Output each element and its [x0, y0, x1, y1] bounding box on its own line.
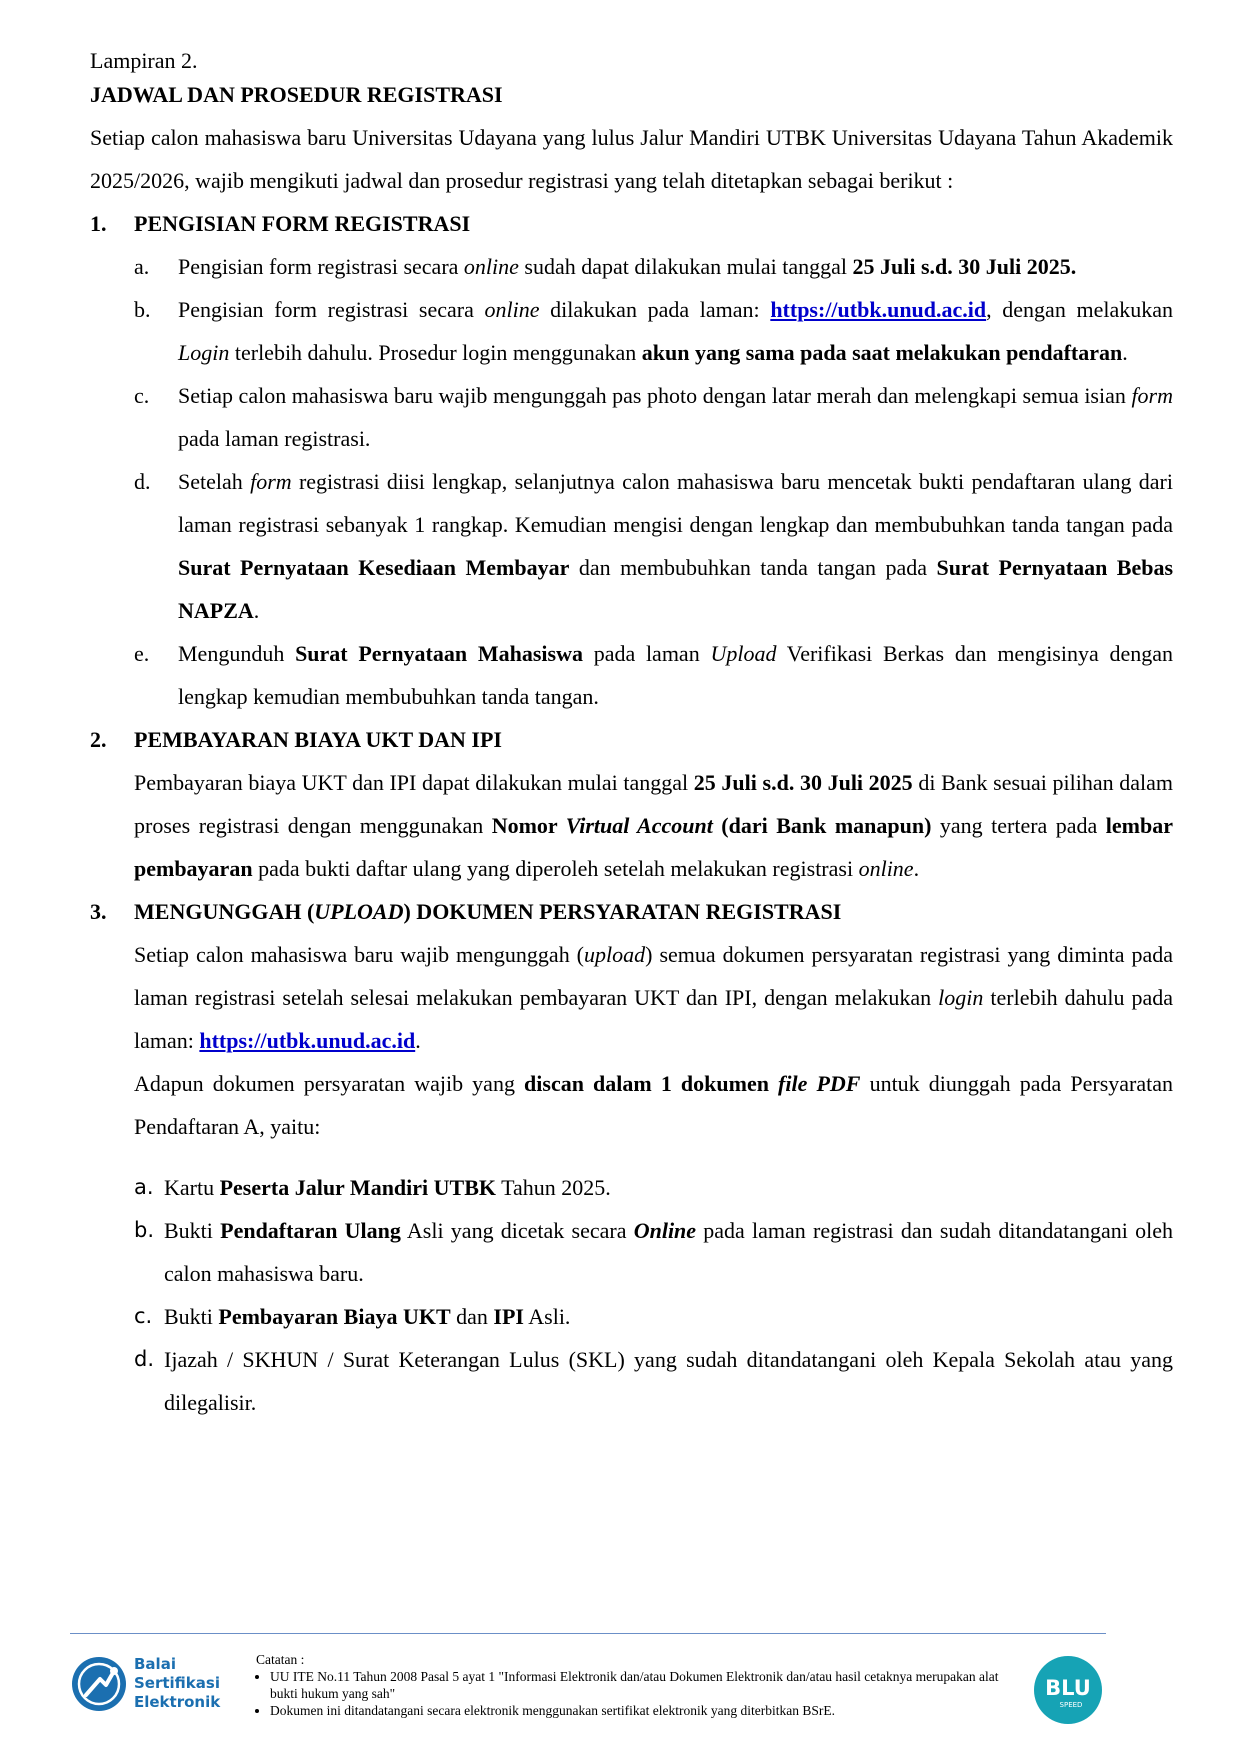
document-title: JADWAL DAN PROSEDUR REGISTRASI — [90, 82, 503, 107]
text-bold-italic: file PDF — [778, 1071, 861, 1096]
item-label: d. — [134, 1347, 155, 1371]
text: Asli yang dicetak secara — [400, 1218, 634, 1243]
text-italic: form — [250, 469, 292, 494]
text-italic: online — [484, 297, 540, 322]
text-italic: form — [1131, 383, 1173, 408]
utbk-link[interactable]: https://utbk.unud.ac.id — [199, 1028, 416, 1053]
text-bold: akun yang sama pada saat melakukan pendaftaran — [641, 340, 1123, 365]
document-item-d — [90, 1338, 1173, 1424]
text-bold-italic: Online — [633, 1218, 697, 1243]
text: di Bank sesuai pilihan dalam proses registrasi dengan menggunakan — [134, 770, 1174, 838]
text: registrasi diisi lengkap, selanjutnya calon mahasiswa baru mencetak bukti pendaftaran ulang dari laman registrasi sebanyak 1 rangkap. Kemudian mengisi dengan lengkap dan membubuhkan tanda tangan pada — [178, 469, 1173, 537]
text: terlebih dahulu pada laman: — [134, 985, 1173, 1053]
text: pada laman registrasi dan sudah ditandatangani oleh calon mahasiswa baru. — [164, 1218, 1173, 1286]
text: Pengisian form registrasi secara — [178, 297, 485, 322]
item-label: d. — [134, 469, 151, 494]
document-item-c — [90, 1295, 1173, 1338]
notes-list — [256, 1668, 1026, 1719]
text: . — [1122, 340, 1128, 365]
text: Ijazah / SKHUN / Surat Keterangan Lulus (SKL) yang sudah ditandatangani oleh Kepala Sekolah atau yang dilegalisir. — [164, 1347, 1173, 1415]
item-label: a. — [134, 254, 150, 279]
text: pada laman registrasi. — [178, 426, 371, 451]
note-item: • UU ITE No.11 Tahun 2008 Pasal 5 ayat 1 "Informasi Elektronik dan/atau Dokumen Elektronik dan/atau hasil cetaknya merupakan alat bukti hukum yang sah" — [270, 1668, 1026, 1702]
blu-badge-icon — [1033, 1655, 1103, 1725]
text-italic: Upload — [710, 641, 777, 666]
text: sudah dapat dilakukan mulai tanggal — [518, 254, 853, 279]
text: Adapun dokumen persyaratan wajib yang — [134, 1071, 525, 1096]
text: Setiap calon mahasiswa baru wajib mengunggah pas photo dengan latar merah dan melengkapi semua isian — [178, 383, 1132, 408]
section-number: 3. — [90, 899, 107, 924]
item-label: e. — [134, 641, 150, 666]
notes-heading: Catatan : — [256, 1652, 305, 1667]
text-bold: Surat Pernyataan Bebas NAPZA — [178, 555, 1174, 623]
text: Pengisian form registrasi secara — [178, 254, 464, 279]
item-1b — [90, 288, 1173, 374]
text: Mengunduh — [178, 641, 296, 666]
section-3-paragraph-2 — [134, 1062, 1173, 1148]
text-bold: Peserta Jalur Mandiri UTBK — [219, 1175, 497, 1200]
text-bold: (dari Bank manapun) — [712, 813, 932, 838]
section-3-paragraph-1 — [134, 933, 1173, 1062]
text: Setelah — [178, 469, 251, 494]
text: , dengan melakukan — [986, 297, 1173, 322]
text-italic: upload — [584, 942, 646, 967]
section-number: 1. — [90, 211, 107, 236]
text-bold: 25 Juli s.d. 30 Juli 2025. — [852, 254, 1077, 279]
intro-paragraph: Setiap calon mahasiswa baru Universitas Udayana yang lulus Jalur Mandiri UTBK Universitas Udayana Tahun Akademik 2025/2026, wajib mengikuti jadwal dan prosedur registrasi yang telah ditetapkan sebagai berikut : — [90, 125, 1173, 193]
text: Pembayaran biaya UKT dan IPI dapat dilakukan mulai tanggal — [134, 770, 694, 795]
item-1e — [90, 632, 1173, 718]
item-label: b. — [134, 1218, 155, 1242]
section-title: PENGISIAN FORM REGISTRASI — [134, 211, 471, 236]
item-1c — [90, 374, 1173, 460]
blu-logo — [1033, 1655, 1103, 1725]
text: Tahun 2025. — [496, 1175, 611, 1200]
item-label: b. — [134, 297, 151, 322]
text: dan — [450, 1304, 494, 1329]
text-bold: Pendaftaran Ulang — [220, 1218, 401, 1243]
item-1d — [90, 460, 1173, 632]
logo-line: Balai — [134, 1655, 176, 1673]
text: Verifikasi Berkas dan mengisinya dengan lengkap kemudian membubuhkan tanda tangan. — [178, 641, 1174, 709]
text-italic: online — [858, 856, 914, 881]
section-title — [134, 890, 1173, 933]
document-list — [90, 1166, 1173, 1424]
text: yang tertera pada — [931, 813, 1106, 838]
section-3 — [90, 890, 1173, 1148]
document-page — [90, 44, 1173, 1424]
section-2-paragraph — [134, 761, 1173, 890]
text-bold: discan dalam 1 dokumen — [524, 1071, 779, 1096]
bsre-logo-text — [134, 1655, 220, 1712]
document-item-a — [90, 1166, 1173, 1209]
item-label: a. — [134, 1175, 154, 1199]
text-bold: IPI — [493, 1304, 524, 1329]
text: Bukti — [164, 1304, 219, 1329]
section-2 — [90, 718, 1173, 890]
text: pada laman — [582, 641, 711, 666]
text: ) semua dokumen persyaratan registrasi yang diminta pada laman registrasi setelah selesai melakukan pembayaran UKT dan IPI, dengan melakukan — [134, 942, 1173, 1010]
text: pada bukti daftar ulang yang diperoleh setelah melakukan registrasi — [252, 856, 859, 881]
blu-logo-subtext: SPEED — [1059, 1701, 1083, 1709]
text: MENGUNGGAH ( — [134, 899, 315, 924]
text: dilakukan pada laman: — [539, 297, 771, 322]
footer-notes — [256, 1651, 1026, 1719]
note-item: • Dokumen ini ditandatangani secara elektronik menggunakan sertifikat elektronik yang diterbitkan BSrE. — [270, 1702, 1026, 1719]
text: ) DOKUMEN PERSYARATAN REGISTRASI — [403, 899, 842, 924]
text: . — [253, 598, 260, 623]
text: terlebih dahulu. Prosedur login menggunakan — [229, 340, 642, 365]
lampiran-label: Lampiran 2. — [90, 48, 198, 73]
footer-divider — [70, 1633, 1106, 1634]
text: . — [913, 856, 920, 881]
text-bold: Pembayaran Biaya UKT — [218, 1304, 451, 1329]
text-italic: online — [463, 254, 519, 279]
text: Asli. — [523, 1304, 571, 1329]
text-italic: UPLOAD — [314, 899, 404, 924]
text: untuk diunggah pada Persyaratan Pendaftaran A, yaitu: — [134, 1071, 1173, 1139]
section-title: PEMBAYARAN BIAYA UKT DAN IPI — [134, 727, 502, 752]
text: Bukti — [164, 1218, 221, 1243]
item-1a — [90, 245, 1173, 288]
text-bold: Surat Pernyataan Mahasiswa — [295, 641, 583, 666]
section-number: 2. — [90, 727, 107, 752]
document-item-b — [90, 1209, 1173, 1295]
section-1 — [90, 202, 1173, 245]
text-bold: Nomor — [491, 813, 566, 838]
item-label: c. — [134, 383, 150, 408]
text-bold: lembar pembayaran — [134, 813, 1173, 881]
logo-line: Sertifikasi — [134, 1674, 220, 1692]
text: Setiap calon mahasiswa baru wajib mengunggah ( — [134, 942, 585, 967]
text-bold: 25 Juli s.d. 30 Juli 2025 — [693, 770, 913, 795]
item-label: c. — [134, 1304, 153, 1328]
utbk-link[interactable]: https://utbk.unud.ac.id — [770, 297, 987, 322]
text-italic: Login — [178, 340, 230, 365]
text-bold-italic: Virtual Account — [565, 813, 713, 838]
blu-logo-text: BLU — [1045, 1676, 1091, 1700]
bsre-logo — [70, 1655, 250, 1715]
bsre-emblem-icon — [70, 1655, 128, 1713]
text: dan membubuhkan tanda tangan pada — [569, 555, 937, 580]
logo-line: Elektronik — [134, 1693, 221, 1711]
text-bold: Surat Pernyataan Kesediaan Membayar — [178, 555, 570, 580]
text: . — [415, 1028, 421, 1053]
text-italic: login — [938, 985, 984, 1010]
text: Kartu — [164, 1175, 220, 1200]
